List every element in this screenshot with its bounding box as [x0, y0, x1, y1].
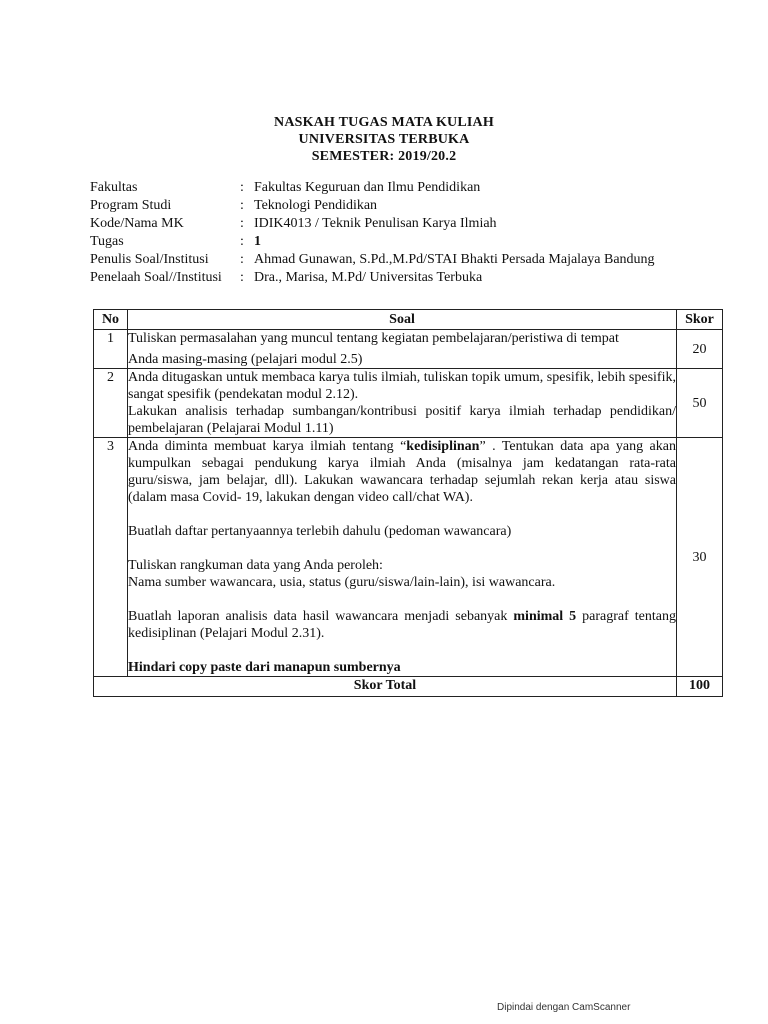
info-colon: :	[240, 180, 244, 195]
question-text	[128, 438, 677, 677]
info-value: Ahmad Gunawan, S.Pd.,M.Pd/STAI Bhakti Persada Majalaya Bandung	[254, 252, 655, 267]
header-semester: SEMESTER: 2019/20.2	[311, 149, 457, 164]
header-skor: Skor	[677, 310, 723, 330]
row-number: 2	[94, 369, 128, 438]
warning-note: Hindari copy paste dari manapun sumbernya	[128, 660, 401, 675]
row-number: 3	[94, 438, 128, 677]
info-label: Penelaah Soal//Institusi	[90, 270, 222, 285]
question-text	[128, 330, 677, 369]
info-label: Penulis Soal/Institusi	[90, 252, 209, 267]
info-label: Program Studi	[90, 198, 172, 213]
question-paragraph: Lakukan analisis terhadap sumbangan/kontribusi positif karya ilmiah terhadap pendidikan/ pembelajaran (Pelajarai Modul 1.11)	[128, 404, 676, 436]
row-score: 20	[677, 330, 723, 369]
table-total-row	[94, 677, 723, 697]
info-label: Tugas	[90, 234, 124, 249]
scanner-watermark: Dipindai dengan CamScanner	[497, 1002, 631, 1013]
row-number: 1	[94, 330, 128, 369]
question-text	[128, 369, 677, 438]
keyword-minimal: minimal 5	[513, 609, 577, 624]
row-score: 50	[677, 369, 723, 438]
info-value: Fakultas Keguruan dan Ilmu Pendidikan	[254, 180, 481, 195]
total-label: Skor Total	[94, 677, 677, 697]
info-label: Kode/Nama MK	[90, 216, 184, 231]
info-row-program	[90, 197, 730, 215]
keyword-kedisiplinan: kedisiplinan	[406, 439, 480, 454]
table-row	[94, 369, 723, 438]
course-info	[90, 179, 730, 287]
header-soal: Soal	[128, 310, 677, 330]
header-university: UNIVERSITAS TERBUKA	[298, 132, 470, 147]
info-value: 1	[254, 234, 261, 249]
question-paragraph: Tuliskan rangkuman data yang Anda peroleh:	[128, 558, 383, 573]
total-score: 100	[677, 677, 723, 697]
info-colon: :	[240, 198, 244, 213]
header-title: NASKAH TUGAS MATA KULIAH	[274, 115, 494, 130]
row-score: 30	[677, 438, 723, 677]
question-paragraph: Nama sumber wawancara, usia, status (guru/siswa/lain-lain), isi wawancara.	[128, 575, 556, 590]
info-value: IDIK4013 / Teknik Penulisan Karya Ilmiah	[254, 216, 497, 231]
question-paragraph: Buatlah laporan analisis data hasil wawancara menjadi sebanyak minimal 5 paragraf tentang kedisiplinan (Pelajari Modul 2.31).	[128, 609, 676, 641]
question-line: Tuliskan permasalahan yang muncul tentang kegiatan pembelajaran/peristiwa di tempat	[128, 331, 619, 346]
info-row-faculty	[90, 179, 730, 197]
question-paragraph: Anda diminta membuat karya ilmiah tentang “kedisiplinan” . Tentukan data apa yang akan kumpulkan sebagai pendukung karya ilmiah Anda (misalnya jam kedatangan rata-rata guru/siswa, jam belajar, dll). Lakukan wawancara terhadap sejumlah rekan kerja atau siswa (dalam masa Covid- 19, lakukan dengan video call/chat WA).	[128, 439, 676, 505]
document-header	[0, 114, 768, 165]
info-colon: :	[240, 216, 244, 231]
header-no: No	[94, 310, 128, 330]
info-value: Dra., Marisa, M.Pd/ Universitas Terbuka	[254, 270, 483, 285]
info-value: Teknologi Pendidikan	[254, 198, 378, 213]
info-row-course	[90, 215, 730, 233]
info-row-author	[90, 251, 730, 269]
info-colon: :	[240, 252, 244, 267]
table-row	[94, 330, 723, 369]
table-header-row	[94, 310, 723, 330]
table-row	[94, 438, 723, 677]
info-label: Fakultas	[90, 180, 138, 195]
task-table	[93, 309, 723, 697]
info-colon: :	[240, 234, 244, 249]
info-row-reviewer	[90, 269, 730, 287]
info-row-assignment	[90, 233, 730, 251]
question-paragraph: Buatlah daftar pertanyaannya terlebih dahulu (pedoman wawancara)	[128, 524, 512, 539]
info-colon: :	[240, 270, 244, 285]
question-paragraph: Anda ditugaskan untuk membaca karya tulis ilmiah, tuliskan topik umum, spesifik, lebih spesifik, sangat spesifik (pendekatan modul 2.12).	[128, 370, 676, 402]
question-line: Anda masing-masing (pelajari modul 2.5)	[128, 352, 363, 367]
